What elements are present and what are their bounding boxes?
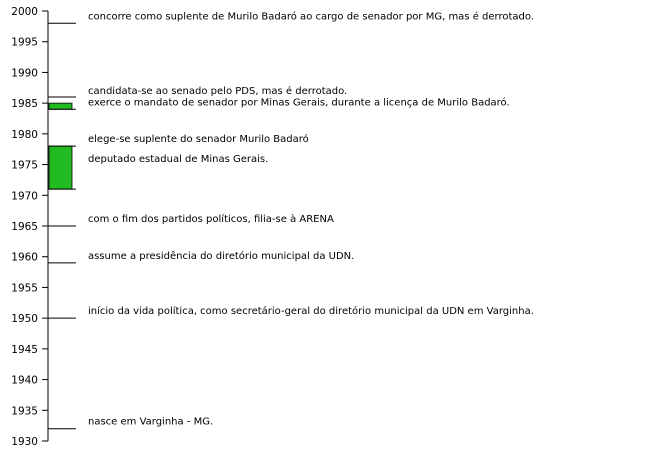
tick-label: 1940 — [11, 374, 38, 387]
event-label: candidata-se ao senado pelo PDS, mas é derrotado. — [88, 86, 348, 97]
event-label: com o fim dos partidos políticos, filia-se à ARENA — [88, 214, 334, 225]
event-label: nasce em Varginha - MG. — [88, 416, 214, 428]
y-axis — [11, 6, 48, 448]
event-label: deputado estadual de Minas Gerais. — [88, 154, 269, 166]
period-bar — [49, 103, 72, 109]
tick-label: 1935 — [11, 405, 38, 418]
tick-label: 1975 — [11, 159, 38, 172]
tick-label: 1965 — [11, 221, 38, 233]
tick-label: 1990 — [11, 67, 38, 80]
event-label: elege-se suplente do senador Murilo Badaró — [88, 134, 309, 146]
tick-label: 1955 — [11, 282, 38, 295]
tick-label: 1945 — [11, 343, 38, 356]
tick-label: 2000 — [11, 6, 38, 18]
tick-label: 1930 — [11, 436, 38, 448]
tick-label: 1970 — [11, 190, 38, 203]
event-label: assume a presidência do diretório municipal da UDN. — [88, 250, 355, 262]
event-label: exerce o mandato de senador por Minas Gerais, durante a licença de Murilo Badaró. — [88, 97, 510, 109]
event-label: início da vida política, como secretário-geral do diretório municipal da UDN em Varginha. — [88, 306, 534, 318]
event-label: concorre como suplente de Murilo Badaró ao cargo de senador por MG, mas é derrotado. — [88, 11, 534, 23]
tick-label: 1980 — [11, 128, 38, 141]
tick-label: 1995 — [11, 36, 38, 49]
period-bar — [49, 146, 72, 189]
tick-label: 1985 — [11, 98, 38, 111]
event-markers — [48, 10, 534, 428]
tick-label: 1960 — [11, 251, 38, 264]
tick-label: 1950 — [11, 313, 38, 326]
